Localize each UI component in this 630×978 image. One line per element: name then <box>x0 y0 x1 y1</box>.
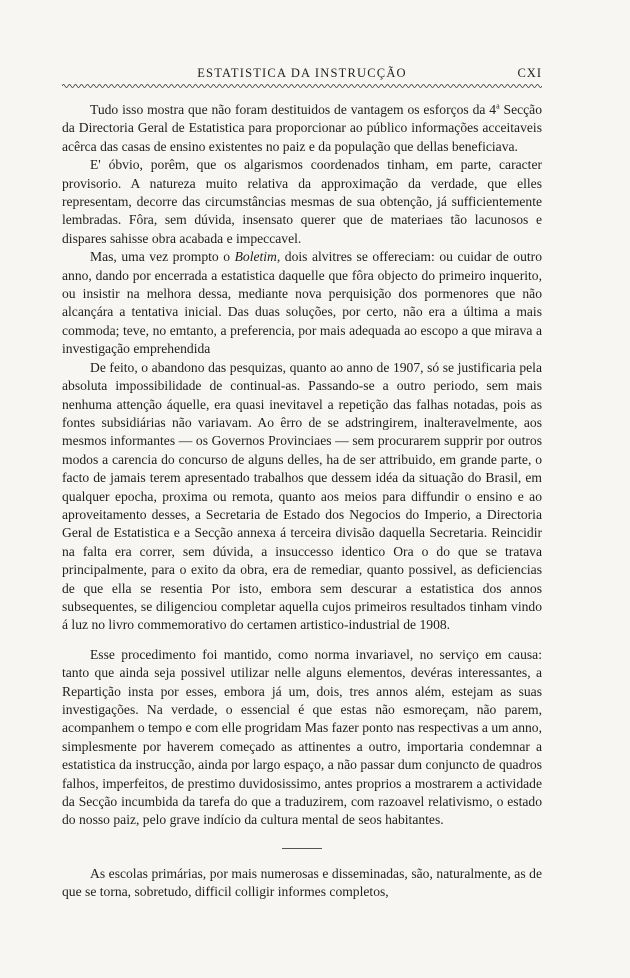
running-title: ESTATISTICA DA INSTRUCÇÃO <box>197 66 407 80</box>
paragraph-6: As escolas primárias, por mais numerosas e disseminadas, são, naturalmente, as de que se torna, sobretudo, difficil colligir informes completos, <box>62 865 542 900</box>
paragraph-2: E' óbvio, porêm, que os algarismos coordenados tinham, em parte, caracter provisorio. A natureza muito relativa da approximação da verdade, que elles representam, decorre das circumstâncias mesmas de sua obtenção, já sufficientemente lembradas. Fôra, sem dúvida, insensato querer que de materiaes tão lacunosos e dispares sahisse obra acabada e impeccavel. <box>62 157 542 246</box>
section-separator <box>282 848 322 849</box>
paragraph-3: Mas, uma vez prompto o Boletim, dois alvitres se offereciam: ou cuidar de outro anno, dando por encerrada a estatistica daquelle que fôra objecto do primeiro inquerito, ou insistir na melhora dessa, mediante nova perquisição dos pormenores que não alcançára a tentativa inicial. Das duas soluções, por certo, não era a última a mais commoda; teve, no emtanto, a preferencia, por mais adequada ao escopo a que mirava a investigação emprehendida <box>62 249 542 357</box>
paragraph-5: Esse procedimento foi mantido, como norma invariavel, no serviço em causa: tanto que ainda seja possivel utilizar nelle alguns elementos, devéras interessantes, a Repartição insta por esses, embora já um, dois, tres annos além, estejam as suas investigações. Na verdade, o essencial é que estas não esmoreçam, não parem, acompanhem o tempo e com elle progridam Mas fazer ponto nas respectivas a um anno, simplesmente por haverem começado as attinentes a outro, importaria condemnar a estatistica da instrucção, ainda por largo espaço, a não passar dum conjuncto de quadros falhos, imperfeitos, de prestimo duvidosissimo, antes proprios a mostrarem a actividade da Secção incumbida da tarefa do que a traduzirem, com razoavel relativismo, o estado do nosso paiz, pelo grave indício da cultura mental de seos habitantes. <box>62 646 542 828</box>
page-header <box>62 64 542 88</box>
page-number: CXI <box>517 66 542 80</box>
paragraph-4: De feito, o abandono das pesquizas, quanto ao anno de 1907, só se justificaria pela absoluta impossibilidade de continual-as. Passando-se a outro periodo, sem mais nenhuma attenção áquelle, era quasi inevitavel a repetição das falhas notadas, pois as fontes subsidiárias não variavam. Ao êrro de se adstringirem, inalteravelmente, aos mesmos informantes — os Governos Provinciaes — sem procurarem supprir por outros modos a carencia do concurso de alguns delles, ha de ser attribuido, em grande parte, o facto de jamais terem apresentado trabalhos que dessem idéa da situação do Brasil, em qualquer epocha, proxima ou remota, quanto aos meios para diffundir o ensino e ao aproveitamento desses, a Secretaria de Estado dos Negocios do Imperio, a Directoria Geral de Estatistica e a Secção annexa á terceira divisão daquella Secretaria. Reincidir na falta era correr, sem dúvida, a insuccesso identico Ora o do que se tratava principalmente, para o exito da obra, era de remediar, quanto possivel, as deficiencias de que ella se resentia Por isto, embora sem descurar a estatistica dos annos subsequentes, se diligenciou completar aquella cujos primeiros resultados tinham vindo á luz no livro commemorativo do certamen artistico-industrial de 1908. <box>62 359 542 633</box>
paragraph-1: Tudo isso mostra que não foram destituidos de vantagem os esforços da 4$^a$ Secção da Directoria Geral de Estatistica para proporcionar ao público informações acceitaveis acêrca das casas de ensino existentes no paiz e da população que dellas beneficiava. <box>62 101 542 154</box>
body-text <box>62 101 542 902</box>
wavy-rule <box>62 82 542 90</box>
